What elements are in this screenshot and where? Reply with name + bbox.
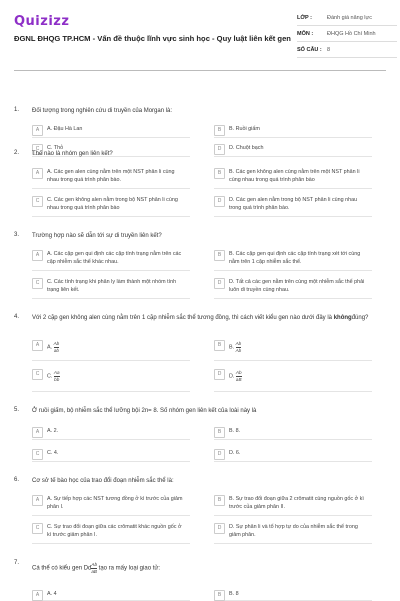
option-text: B. 8.: [229, 428, 241, 434]
option-letter-badge: C: [32, 369, 43, 380]
genotype-fraction: [236, 370, 242, 382]
info-row-mon: [297, 26, 397, 42]
option-letter-badge: A: [32, 250, 43, 261]
option-letter: D.: [229, 373, 235, 380]
option-letter-badge: B: [214, 125, 225, 136]
question-text-part: Cá thể có kiểu gen: [32, 565, 84, 572]
fraction-bottom: aB: [235, 376, 242, 382]
option-letter: C.: [47, 373, 53, 380]
option-b[interactable]: [214, 168, 372, 189]
question-text-emphasis: không: [333, 315, 352, 321]
option-c[interactable]: [32, 196, 190, 217]
option-text: C. Các gen không alen nằm trong bộ NST phân li cùng nhau trong quá trình phân bào: [47, 197, 178, 211]
option-d[interactable]: [214, 278, 372, 299]
option-letter-badge: D: [214, 144, 225, 155]
option-letter-badge: B: [214, 168, 225, 179]
info-panel: [297, 10, 397, 58]
genotype-fraction: [54, 370, 60, 382]
option-letter-badge: D: [214, 449, 225, 460]
info-label: MÔN :: [297, 30, 314, 37]
option-text: C. Sự trao đổi đoạn giữa các crômatit khác nguồn gốc ở kì trước giảm phân I.: [47, 524, 182, 538]
question-number: 1.: [14, 107, 20, 113]
option-letter-badge: A: [32, 168, 43, 179]
question-number: 4.: [14, 314, 20, 320]
info-value: 8: [327, 46, 331, 53]
option-a[interactable]: [32, 340, 190, 361]
option-text: B. Ruồi giấm: [229, 126, 260, 132]
option-text: D. Sự phân li và tổ hợp tự do của nhiễm sắc thể trong giảm phân.: [229, 524, 358, 538]
option-letter-badge: B: [214, 340, 225, 351]
option-letter-badge: B: [214, 427, 225, 438]
option-a[interactable]: [32, 590, 190, 601]
fraction-top: Ab: [235, 370, 242, 375]
info-label: SỐ CÂU :: [297, 46, 322, 53]
question-number: 6.: [14, 477, 20, 483]
question-text-part: tạo ra mấy loại giao tử:: [97, 565, 161, 572]
option-text: [47, 370, 187, 382]
option-letter-badge: D: [214, 369, 225, 380]
fraction-bottom: Ab: [235, 347, 242, 353]
option-text: B. Các cặp gen qui định các cặp tính trạng xét tới cùng nằm trên 1 cặp nhiễm sắc thể.: [229, 251, 361, 265]
question-text-part: Với 2 cặp gen không alen cùng nằm trên 1 cặp nhiễm sắc thể tương đồng, thì cách viết kiểu gen nào dưới đây là: [32, 315, 334, 321]
option-text: A. Các cặp gen qui định các cặp tính trạng nằm trên các cặp nhiễm sắc thể khác nhau.: [47, 251, 182, 265]
option-text: A. Sự tiếp hợp các NST tương đồng ở kì trước của giảm phân I.: [47, 496, 183, 510]
option-a[interactable]: [32, 427, 190, 440]
option-text: B. Các gen không alen cùng nằm trên một NST phân li cùng nhau trong quá trình phân bào: [229, 169, 360, 183]
fraction-top: Ab: [235, 341, 242, 346]
option-letter-badge: B: [214, 250, 225, 261]
option-text: A. 2.: [47, 428, 59, 434]
fraction-bottom: ab: [53, 347, 59, 353]
option-a[interactable]: [32, 250, 190, 271]
option-text: A. Đậu Hà Lan: [47, 126, 83, 132]
question-number: 7.: [14, 560, 20, 566]
option-c[interactable]: [32, 278, 190, 299]
option-c[interactable]: [32, 369, 190, 392]
option-letter-badge: B: [214, 590, 225, 601]
fraction-top: Ab: [91, 562, 97, 567]
info-value: ĐHQG Hồ Chí Minh: [327, 30, 376, 37]
quizizz-logo: Quizizz: [14, 14, 70, 29]
option-c[interactable]: [32, 523, 190, 544]
question-text: [32, 562, 382, 574]
option-letter-badge: A: [32, 125, 43, 136]
question-text: Ở ruồi giấm, bộ nhiễm sắc thể lưỡng bội 2n= 8. Số nhóm gen liên kết của loài này là: [32, 408, 257, 414]
question-number: 5.: [14, 407, 20, 413]
option-letter-badge: C: [32, 449, 43, 460]
genotype-fraction: [54, 341, 60, 353]
option-letter-badge: C: [32, 196, 43, 207]
option-text: A. Các gen alen cùng nằm trên một NST phân li cùng nhau trong quá trình phân bào.: [47, 169, 175, 183]
worksheet-title: ĐGNL ĐHQG TP.HCM - Vấn đề thuộc lĩnh vực sinh học - Quy luật liên kết gen: [14, 34, 291, 43]
question-text: Đối tượng trong nghiên cứu di truyền của Morgan là:: [32, 108, 173, 114]
option-text: B. Sự trao đổi đoạn giữa 2 crômatit cùng nguồn gốc ở kì trước của giảm phân II.: [229, 496, 364, 510]
header: [0, 0, 400, 64]
question-text: Thế nào là nhóm gen liên kết?: [32, 151, 113, 157]
question-text: [32, 314, 382, 323]
option-c[interactable]: [32, 449, 190, 462]
info-label: LỚP :: [297, 14, 312, 21]
option-b[interactable]: [214, 250, 372, 271]
option-letter-badge: C: [32, 523, 43, 534]
option-letter-badge: D: [214, 523, 225, 534]
option-letter-badge: C: [32, 144, 43, 155]
question-text-part: đúng?: [351, 315, 369, 321]
option-letter: B.: [229, 344, 235, 351]
option-letter-badge: C: [32, 278, 43, 289]
genotype-prefix: Dd: [83, 565, 92, 572]
option-b[interactable]: [214, 495, 372, 516]
question-number: 3.: [14, 232, 20, 238]
option-d[interactable]: [214, 196, 372, 217]
option-text: A. 4: [47, 591, 57, 597]
info-row-lop: [297, 10, 397, 26]
question-text: Cơ sở tế bào học của trao đổi đoạn nhiễm sắc thể là:: [32, 478, 174, 484]
fraction-top: Ab: [53, 341, 60, 346]
option-a[interactable]: [32, 125, 190, 138]
fraction-bottom: bb: [54, 376, 60, 382]
option-text: D. Các gen alen nằm trong bộ NST phân li cùng nhau trong quá trình phân bào.: [229, 197, 358, 211]
option-d[interactable]: [214, 523, 372, 544]
option-letter-badge: A: [32, 590, 43, 601]
question-1: [14, 107, 386, 152]
option-text: C. 4.: [47, 450, 59, 456]
option-letter-badge: D: [214, 196, 225, 207]
option-text: [47, 341, 187, 353]
option-letter-badge: A: [32, 340, 43, 351]
option-b[interactable]: [214, 125, 372, 138]
option-text: B. 8: [229, 591, 239, 597]
question-number: 2.: [14, 150, 20, 156]
option-text: C. Thỏ: [47, 145, 64, 151]
option-letter-badge: D: [214, 278, 225, 289]
option-a[interactable]: [32, 495, 190, 516]
genotype-fraction: [236, 341, 242, 353]
option-d[interactable]: [214, 369, 372, 392]
option-d[interactable]: [214, 449, 372, 462]
option-text: D. 6.: [229, 450, 241, 456]
info-row-socau: [297, 42, 397, 58]
option-b[interactable]: [214, 590, 372, 601]
option-text: D. Chuột bạch: [229, 145, 264, 151]
option-letter: A.: [47, 344, 53, 351]
option-b[interactable]: [214, 340, 372, 361]
option-letter-badge: A: [32, 495, 43, 506]
fraction-top: Aa: [53, 370, 60, 375]
option-text: [229, 341, 369, 353]
option-text: [229, 370, 369, 382]
option-letter-badge: A: [32, 427, 43, 438]
header-divider: [14, 70, 386, 71]
option-b[interactable]: [214, 427, 372, 440]
question-text: Trường hợp nào sẽ dẫn tới sự di truyền liên kết?: [32, 233, 162, 239]
option-text: D. Tất cả các gen nằm trên cùng một nhiễm sắc thể phải luôn di truyền cùng nhau.: [229, 279, 365, 293]
fraction-bottom: aB: [91, 568, 97, 574]
option-a[interactable]: [32, 168, 190, 189]
option-letter-badge: B: [214, 495, 225, 506]
info-value: Đánh giá năng lực: [327, 14, 372, 21]
option-text: C. Các tính trạng khi phân ly làm thành một nhóm tính trạng liên kết.: [47, 279, 177, 293]
